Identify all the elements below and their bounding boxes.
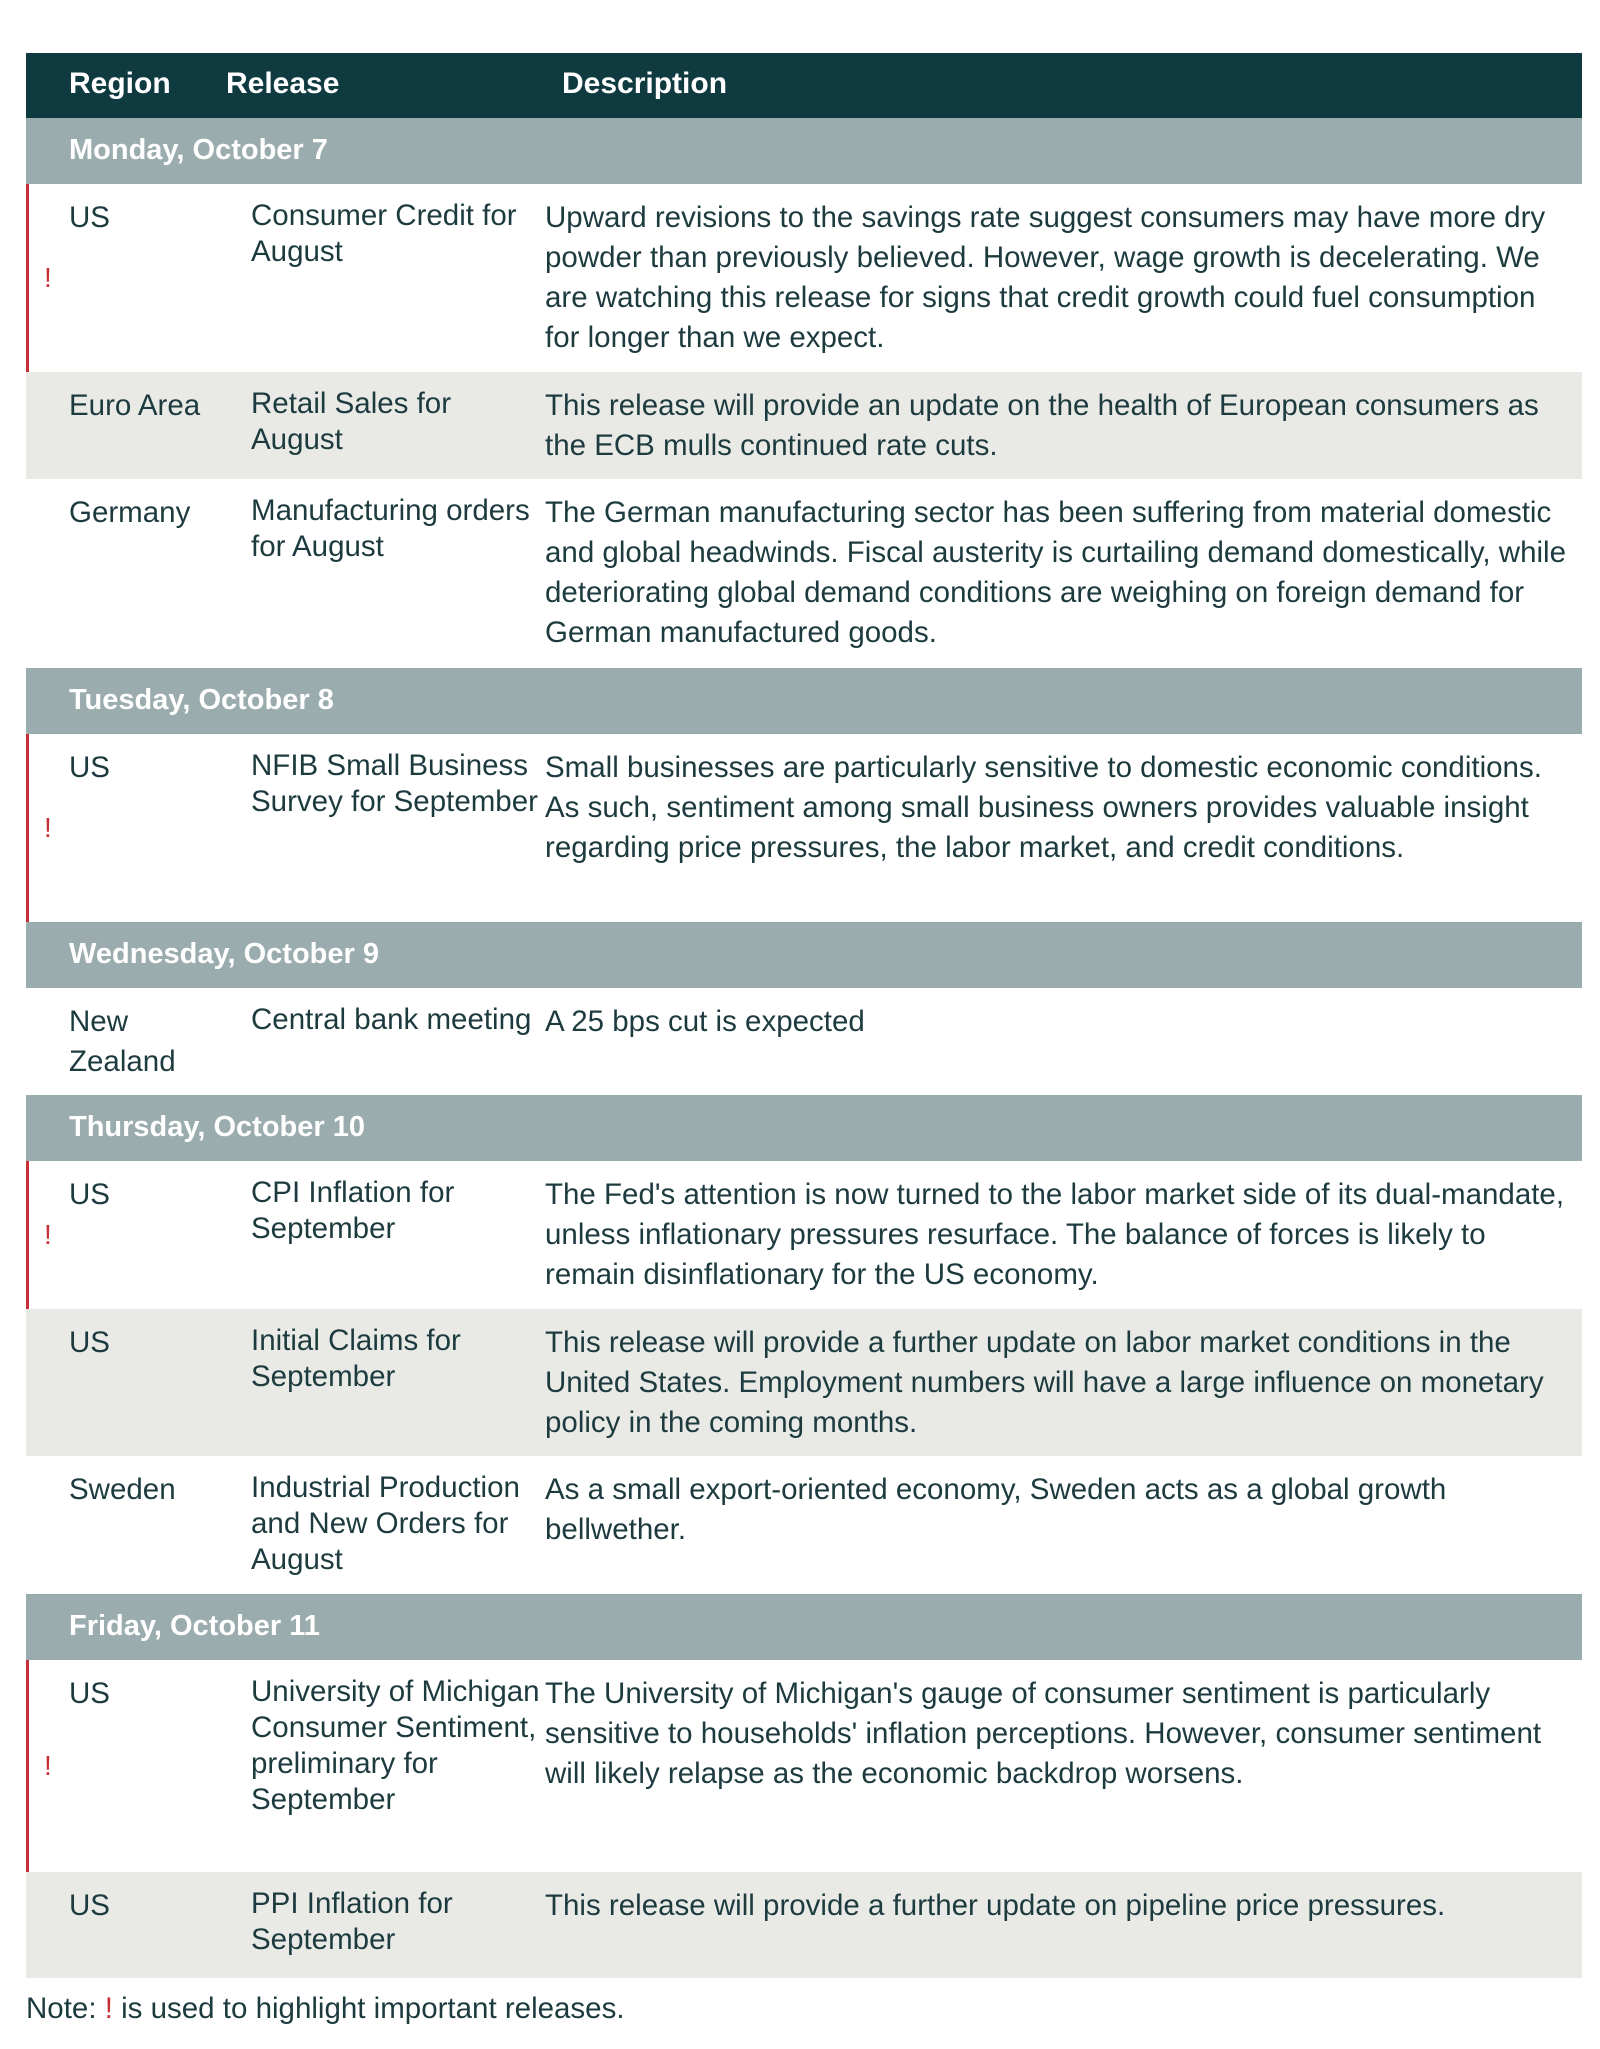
economic-calendar-table	[26, 53, 1582, 1978]
release-cell: University of Michigan Consumer Sentiment, preliminary for September	[251, 1675, 540, 1816]
region-cell: Euro Area	[69, 389, 201, 422]
column-header-description: Description	[562, 67, 728, 100]
description-cell: This release will provide a further update on pipeline price pressures.	[545, 1889, 1446, 1922]
release-cell: Manufacturing orders for August	[251, 494, 530, 563]
table-row	[26, 479, 1582, 668]
region-cell: US	[69, 1889, 110, 1922]
region-cell: Germany	[69, 496, 191, 529]
description-cell: The University of Michigan's gauge of consumer sentiment is particularly sensitive to households' inflation perceptions. However, consumer sentiment will likely relapse as the economic backdrop worsens.	[545, 1677, 1542, 1790]
day-label: Tuesday, October 8	[69, 684, 334, 716]
table-row	[26, 1161, 1582, 1309]
release-cell: CPI Inflation for September	[251, 1176, 455, 1245]
description-cell: A 25 bps cut is expected	[545, 1005, 865, 1038]
table-row	[26, 988, 1582, 1095]
region-cell: US	[69, 1677, 110, 1710]
table-row	[26, 734, 1582, 922]
description-cell: The German manufacturing sector has been suffering from material domestic and global headwinds. Fiscal austerity is curtailing demand domestically, while deteriorating global demand conditions are weighing on foreign demand for German manufactured goods.	[545, 496, 1566, 649]
description-cell: Upward revisions to the savings rate suggest consumers may have more dry powder than previously believed. However, wage growth is decelerating. We are watching this release for signs that credit growth could fuel consumption for longer than we expect.	[545, 201, 1546, 354]
region-cell: US	[69, 751, 110, 784]
release-cell: Industrial Production and New Orders for August	[251, 1471, 520, 1576]
release-cell: NFIB Small Business Survey for September	[251, 749, 538, 818]
region-cell: US	[69, 1178, 110, 1211]
description-cell: This release will provide a further update on labor market conditions in the United States. Employment numbers will have a large influence on monetary policy in the coming months.	[545, 1326, 1544, 1439]
table-row	[26, 1872, 1582, 1978]
footnote	[26, 1992, 625, 2026]
day-header	[26, 922, 1582, 988]
description-cell: This release will provide an update on the health of European consumers as the ECB mulls continued rate cuts.	[545, 389, 1539, 462]
table-header	[26, 53, 1582, 118]
day-header	[26, 668, 1582, 734]
table-row	[26, 372, 1582, 479]
day-header	[26, 118, 1582, 184]
table-row	[26, 1456, 1582, 1594]
important-marker-icon: !	[104, 1992, 113, 2025]
table-body	[26, 118, 1582, 1978]
release-cell: Initial Claims for September	[251, 1324, 461, 1393]
release-cell: Central bank meeting	[251, 1003, 532, 1036]
important-marker-icon: !	[44, 262, 52, 293]
column-header-region: Region	[69, 67, 171, 100]
region-cell: New Zealand	[69, 1005, 176, 1078]
table-row	[26, 1660, 1582, 1872]
region-cell: US	[69, 201, 110, 234]
day-label: Friday, October 11	[69, 1610, 320, 1642]
footnote-prefix: Note:	[26, 1992, 105, 2025]
important-marker-icon: !	[44, 1750, 52, 1781]
important-marker-icon: !	[44, 812, 52, 843]
release-cell: Consumer Credit for August	[251, 199, 517, 268]
table-row	[26, 1309, 1582, 1456]
description-cell: The Fed's attention is now turned to the labor market side of its dual-mandate, unless inflationary pressures resurface. The balance of forces is likely to remain disinflationary for the US economy.	[545, 1178, 1565, 1291]
day-label: Monday, October 7	[69, 134, 328, 166]
table-row	[26, 184, 1582, 372]
day-label: Wednesday, October 9	[69, 938, 379, 970]
important-marker-icon: !	[44, 1219, 52, 1250]
release-cell: PPI Inflation for September	[251, 1887, 453, 1956]
footnote-text: is used to highlight important releases.	[112, 1992, 625, 2025]
day-header	[26, 1095, 1582, 1161]
region-cell: Sweden	[69, 1473, 176, 1506]
day-header	[26, 1594, 1582, 1660]
release-cell: Retail Sales for August	[251, 387, 452, 456]
region-cell: US	[69, 1326, 110, 1359]
day-label: Thursday, October 10	[69, 1111, 365, 1143]
column-header-release: Release	[226, 67, 340, 100]
description-cell: Small businesses are particularly sensitive to domestic economic conditions. As such, sentiment among small business owners provides valuable insight regarding price pressures, the labor market, and credit conditions.	[545, 751, 1542, 864]
description-cell: As a small export-oriented economy, Sweden acts as a global growth bellwether.	[545, 1473, 1447, 1546]
